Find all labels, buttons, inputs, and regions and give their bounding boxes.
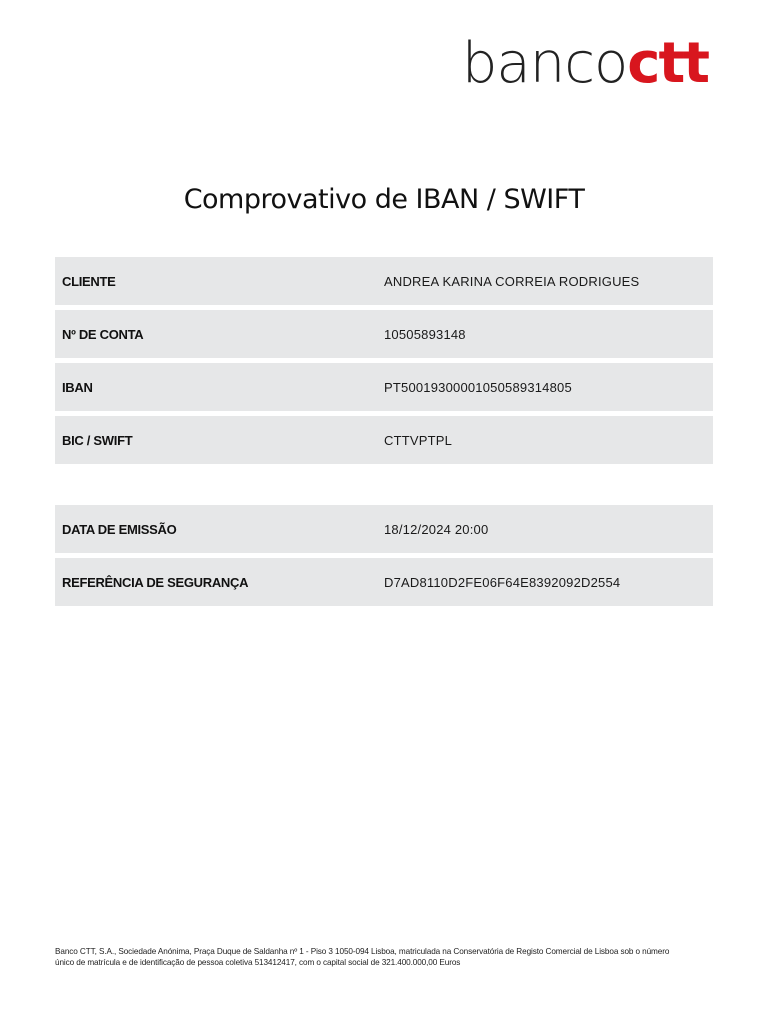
security-reference-row (55, 558, 713, 606)
bic-swift-value: CTTVPTPL (384, 432, 453, 448)
bic-swift-row (55, 416, 713, 464)
account-number-value: 10505893148 (384, 326, 466, 342)
footer-line-1: Banco CTT, S.A., Sociedade Anónima, Praça Duque de Saldanha nº 1 - Piso 3 1050-094 Lisboa, matriculada na Conservatória de Registo Comercial de Lisboa sob o número (55, 947, 670, 956)
bic-swift-label: BIC / SWIFT (62, 432, 133, 448)
account-details-table (55, 257, 713, 469)
document-title: Comprovativo de IBAN / SWIFT (183, 184, 585, 215)
bancoctt-logo (461, 31, 708, 96)
client-value: ANDREA KARINA CORREIA RODRIGUES (384, 273, 640, 289)
security-reference-value: D7AD8110D2FE06F64E8392092D2554 (384, 574, 621, 590)
iban-label: IBAN (62, 379, 93, 395)
logo-text-ctt: ctt (627, 31, 708, 96)
legal-footer (55, 946, 715, 968)
iban-row (55, 363, 713, 411)
client-row (55, 257, 713, 305)
security-reference-label: REFERÊNCIA DE SEGURANÇA (62, 574, 249, 590)
logo-text-banco: banco (461, 31, 628, 96)
account-number-row (55, 310, 713, 358)
issue-date-row (55, 505, 713, 553)
client-label: CLIENTE (62, 273, 116, 289)
iban-value: PT50019300001050589314805 (384, 379, 572, 395)
footer-line-2: único de matrícula e de identificação de pessoa coletiva 513412417, com o capital social de 321.400.000,00 Euros (55, 958, 461, 967)
issue-date-value: 18/12/2024 20:00 (384, 521, 489, 537)
issue-date-label: DATA DE EMISSÃO (62, 521, 177, 537)
issue-details-table (55, 505, 713, 611)
account-number-label: Nº DE CONTA (62, 326, 144, 342)
